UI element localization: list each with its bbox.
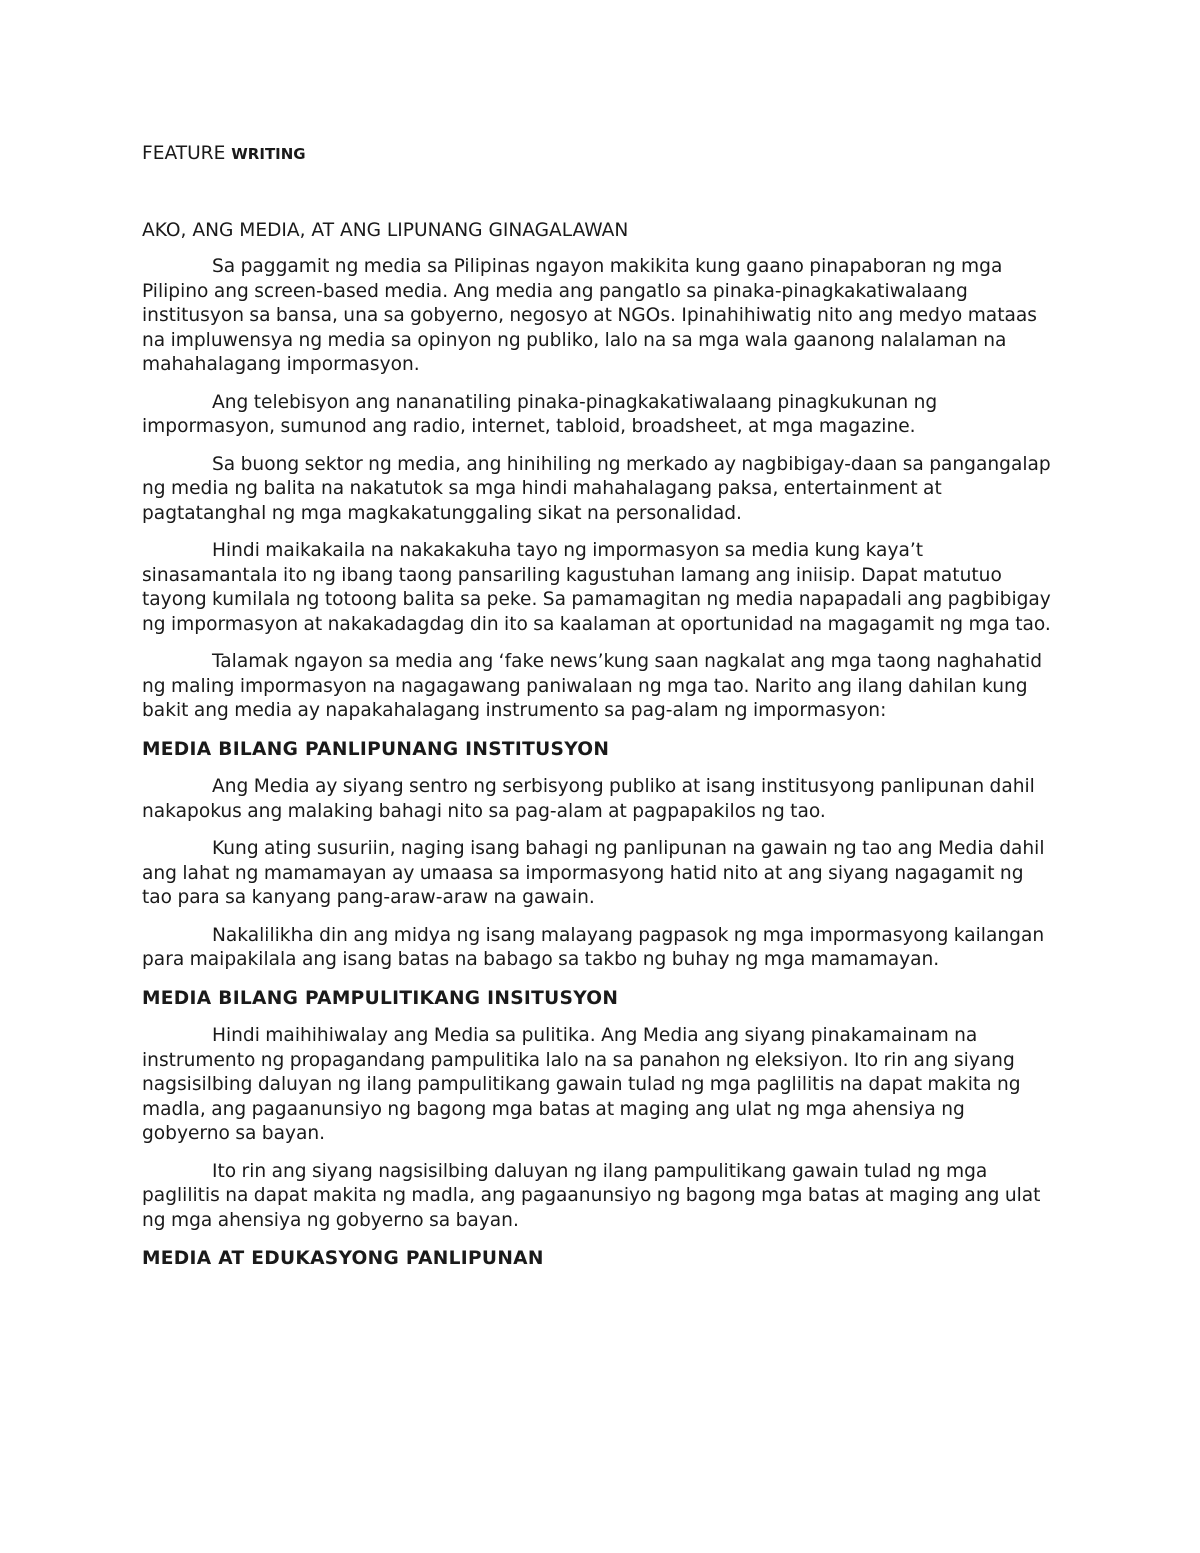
document-title: AKO, ANG MEDIA, AT ANG LIPUNANG GINAGALAWAN xyxy=(142,219,629,241)
section-heading-edukasyong-panlipunan: MEDIA AT EDUKASYONG PANLIPUNAN xyxy=(142,1248,544,1269)
document-body xyxy=(142,142,1054,1272)
section-paragraph: Ito rin ang siyang nagsisilbing daluyan ng ilang pampulitikang gawain tulad ng mga paglilitis na dapat makita ng madla, ang pagaanunsiyo ng bagong mga batas at maging ang ulat ng mga ahensiya ng gobyerno sa bayan. xyxy=(142,1160,1041,1231)
section-paragraph: Nakalilikha din ang midya ng isang malayang pagpasok ng mga impormasyong kailangan para maipakilala ang isang batas na babago sa takbo ng buhay ng mga mamamayan. xyxy=(142,924,1045,970)
section-heading-pampulitikang-insitusyon: MEDIA BILANG PAMPULITIKANG INSITUSYON xyxy=(142,987,619,1009)
label-normal: FEATURE xyxy=(142,143,232,164)
intro-paragraph: Sa paggamit ng media sa Pilipinas ngayon makikita kung gaano pinapaboran ng mga Pilipino ang screen-based media. Ang media ang pangatlo sa pinaka-pinagkakatiwalaang institusyon sa bansa, una sa gobyerno, negosyo at NGOs. Ipinahihiwatig nito ang medyo mataas na impluwensya ng media sa opinyon ng publiko, lalo na sa mga wala gaanong nalalaman na mahahalagang impormasyon. xyxy=(142,256,1037,375)
intro-paragraph: Hindi maikakaila na nakakakuha tayo ng impormasyon sa media kung kaya’t sinasamantala ito ng ibang taong pansariling kagustuhan lamang ang iniisip. Dapat matutuo tayong kumilala ng totoong balita sa peke. Sa pamamagitan ng media napapadali ang pagbibigay ng impormasyon at nakakadagdag din ito sa kaalaman at oportunidad na magagamit ng mga tao. xyxy=(142,540,1051,635)
section-paragraph: Hindi maihihiwalay ang Media sa pulitika. Ang Media ang siyang pinakamainam na instrumento ng propagandang pampulitika lalo na sa panahon ng eleksiyon. Ito rin ang siyang nagsisilbing daluyan ng ilang pampulitikang gawain tulad ng mga paglilitis na dapat makita ng madla, ang pagaanunsiyo ng bagong mga batas at maging ang ulat ng mga ahensiya ng gobyerno sa bayan. xyxy=(142,1025,1021,1144)
section-paragraph: Kung ating susuriin, naging isang bahagi ng panlipunan na gawain ng tao ang Media dahil ang lahat ng mamamayan ay umaasa sa impormasyong hatid nito at ang siyang nagagamit ng tao para sa kanyang pang-araw-araw na gawain. xyxy=(142,838,1045,908)
intro-paragraph: Talamak ngayon sa media ang ‘fake news’kung saan nagkalat ang mga taong naghahatid ng maling impormasyon na nagagawang paniwalaan ng mga tao. Narito ang ilang dahilan kung bakit ang media ay napakahalagang instrumento sa pag-alam ng impormasyon: xyxy=(142,651,1043,721)
document-label xyxy=(142,142,1054,167)
section-heading-panlipunang-institusyon: MEDIA BILANG PANLIPUNANG INSTITUSYON xyxy=(142,738,610,760)
intro-paragraph: Sa buong sektor ng media, ang hinihiling ng merkado ay nagbibigay-daan sa pangangalap ng media ng balita na nakatutok sa mga hindi mahahalagang paksa, entertainment at pagtatanghal ng mga magkakatunggaling sikat na personalidad. xyxy=(142,453,1051,524)
label-bold: WRITING xyxy=(231,145,306,163)
intro-paragraph: Ang telebisyon ang nananatiling pinaka-pinagkakatiwalaang pinagkukunan ng impormasyon, sumunod ang radio, internet, tabloid, broadsheet, at mga magazine. xyxy=(142,391,938,437)
section-paragraph: Ang Media ay siyang sentro ng serbisyong publiko at isang institusyong panlipunan dahil nakapokus ang malaking bahagi nito sa pag-alam at pagpapakilos ng tao. xyxy=(142,776,1035,822)
